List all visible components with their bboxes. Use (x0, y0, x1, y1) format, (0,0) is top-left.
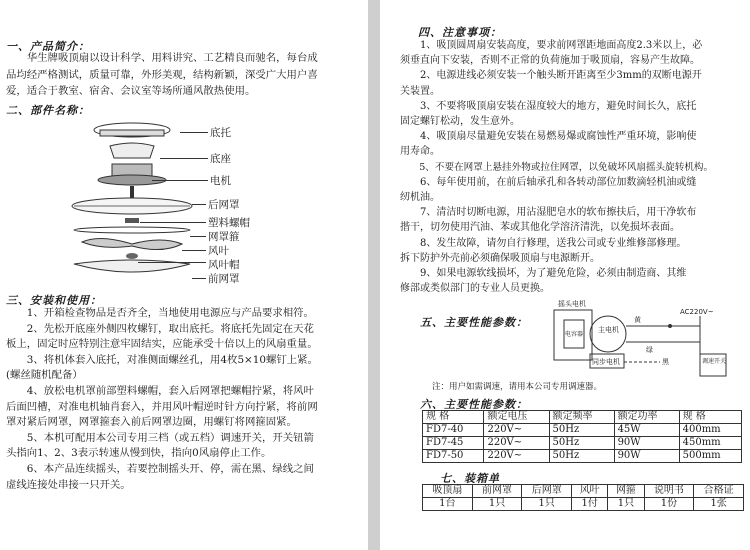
table-cell: 50Hz (549, 437, 614, 450)
text-line: 3、将机体套入底托，对准侧面螺丝孔，用4枚5×10螺钉上紧。 (26, 353, 318, 366)
text-line: 拆下防护外壳前必须确保吸顶扇与电源断开。 (400, 252, 600, 264)
text-line: 后面凹槽，对准电机轴肖套入，并用风叶帽逆时针方向拧紧，将前网 (6, 400, 318, 413)
text-line: 5、不要在网罩上悬挂外物或拉住网罩，以免破坏风扇摇头旋转机构。 (419, 161, 714, 173)
text-line: 5、本机可配用本公司专用三档（或五档）调速开关，开关钮箭 (26, 431, 314, 444)
table-header: 后网罩 (522, 485, 572, 498)
table-header: 合格证 (694, 485, 744, 498)
table-header-row (423, 485, 744, 498)
text-line: 2、电源进线必须安装一个触头断开距离至少3mm的双断电源开 (420, 70, 702, 82)
text-line: 7、清洁时切断电源，用沾湿肥皂水的软布擦扶后，用干净软布 (420, 207, 697, 219)
table-cell: FD7-50 (423, 450, 484, 463)
table-cell: 50Hz (549, 424, 614, 437)
sync-motor-label: 同步电机 (592, 358, 620, 366)
text-line: 关装置。 (400, 85, 440, 97)
leader-line (182, 250, 206, 251)
text-line: 头指向1、2、3表示转速从慢到快，指向0风扇停止工作。 (6, 447, 272, 460)
table-header: 网箍 (608, 485, 644, 498)
section-1-title: 一、产品简介： (6, 40, 90, 53)
table-cell: FD7-45 (423, 437, 484, 450)
table-header: 说明书 (644, 485, 694, 498)
table-header: 额定电压 (484, 411, 549, 424)
leader-line (180, 132, 208, 133)
table-header: 额定频率 (549, 411, 614, 424)
text-line: 虚线连接处串接一只开关。 (6, 478, 131, 491)
part-label: 塑料螺帽 (208, 217, 250, 229)
table-row (423, 450, 742, 463)
table-cell: 1付 (572, 498, 608, 511)
table-cell: 220V~ (484, 437, 549, 450)
section-3-body (6, 306, 362, 493)
table-cell: 1份 (644, 498, 694, 511)
section-2-title: 二、部件名称： (6, 104, 90, 117)
part-label: 风叶帽 (208, 259, 240, 271)
table-cell: 1只 (522, 498, 572, 511)
section-4-body (400, 38, 746, 296)
text-line: 罩对紧后网罩，网罩箍套入前后网罩边圈，用螺钉将网箍固紧。 (6, 416, 297, 429)
leader-line (192, 278, 206, 279)
text-line: 固定螺钉松动，发生意外。 (400, 116, 520, 128)
table-cell: 450mm (679, 437, 741, 450)
part-label: 风叶 (208, 245, 229, 257)
text-line: 华生牌吸顶扇以设计科学、用料讲究、工艺精良而驰名，每台成 (26, 52, 318, 64)
page-gutter (368, 0, 380, 550)
spec-table (422, 410, 742, 463)
leader-line (138, 262, 206, 263)
packing-list-table (422, 484, 744, 511)
table-row (423, 424, 742, 437)
part-label: 电机 (210, 175, 231, 187)
part-label: 底托 (210, 127, 231, 139)
section-5-title: 五、主要性能参数： (420, 316, 528, 329)
text-line: 8、发生故障，请勿自行修理，送我公司或专业维修部修理。 (420, 237, 687, 249)
leader-line (160, 158, 208, 159)
text-line: 用寿命。 (400, 146, 440, 158)
table-row (423, 498, 744, 511)
text-line: 揩干，切勿使用汽油、苯或其他化学溶济清洗，以免损坏表面。 (400, 222, 680, 234)
text-line: 9、如果电源软线损坏，为了避免危险，必须由制造商、其维 (420, 268, 687, 280)
part-label: 网罩箍 (208, 231, 240, 243)
table-header: 额定功率 (614, 411, 679, 424)
part-label: 前网罩 (208, 273, 240, 285)
part-label: 底座 (210, 153, 231, 165)
text-line: 4、放松电机罩前部塑料螺帽，套入后网罩把螺帽拧紧，将风叶 (26, 384, 314, 397)
table-cell: 1只 (472, 498, 522, 511)
leader-line (190, 236, 206, 237)
text-line: 板上，固定时应特别注意牢固结实，应能承受十倍以上的风扇重量。 (6, 338, 318, 351)
table-header-row (423, 411, 742, 424)
table-cell: 1张 (694, 498, 744, 511)
leader-line (152, 180, 208, 181)
table-header: 前网罩 (472, 485, 522, 498)
table-cell: 45W (614, 424, 679, 437)
yellow-wire-label: 黄 (634, 316, 641, 324)
text-line: (螺丝随机配备） (6, 369, 83, 382)
text-line: 4、吸顶扇尽量避免安装在易燃易爆或腐蚀性严重环境，影响使 (420, 131, 697, 143)
table-header: 规 格 (423, 411, 484, 424)
table-cell: 90W (614, 450, 679, 463)
part-label: 后网罩 (208, 199, 240, 211)
green-wire-label: 绿 (646, 346, 653, 354)
section-7-title: 七、装箱单 (440, 472, 500, 485)
text-line: 1、开箱检查物品是否齐全，当地使用电源应与产品要求相符。 (26, 307, 314, 319)
table-cell: 220V~ (484, 424, 549, 437)
table-cell: 1台 (423, 498, 473, 511)
section-3-title: 三、安装和使用： (6, 294, 102, 307)
text-line: 修部或类似部门的专业人员更换。 (400, 283, 550, 295)
voltage-label: AC220V~ (680, 308, 714, 316)
speed-switch-label: 调速开关 (702, 358, 727, 365)
table-cell: 50Hz (549, 450, 614, 463)
table-cell: FD7-40 (423, 424, 484, 437)
leader-line (140, 222, 206, 223)
section-1-body (6, 50, 362, 100)
text-line: 须垂直向下安装，否则不正常的负荷施加于吸顶扇，容易产生故障。 (400, 55, 700, 67)
table-cell: 400mm (679, 424, 741, 437)
table-cell: 1只 (608, 498, 644, 511)
table-header: 风叶 (572, 485, 608, 498)
text-line: 品均经严格测试，质量可靠，外形美观，结构新颖，深受广大用户喜 (6, 68, 318, 81)
table-row (423, 437, 742, 450)
text-line: 纫机油。 (400, 192, 440, 204)
main-motor-label: 主电机 (598, 326, 619, 334)
text-line: 1、吸顶圆周扇安装高度，要求前网罩距地面高度2.3米以上，必 (420, 40, 703, 51)
text-line: 6、每年使用前，在前后轴承孔和各转动部位加数滴轻机油或缝 (420, 176, 697, 188)
shake-motor-label: 摇头电机 (558, 300, 586, 308)
leader-line (192, 204, 206, 205)
capacitor-label: 电容器 (565, 331, 584, 338)
wiring-diagram (550, 296, 740, 388)
table-cell: 220V~ (484, 450, 549, 463)
section-6-title: 六、主要性能参数： (420, 398, 528, 411)
section-4-title: 四、注意事项： (418, 26, 502, 39)
black-wire-label: 黑 (662, 358, 669, 366)
fan-exploded-diagram (70, 118, 220, 278)
table-cell: 90W (614, 437, 679, 450)
text-line: 6、本产品连续摇头，若要控制摇头开、停，需在黑、绿线之间 (26, 462, 314, 475)
text-line: 3、不要将吸顶扇安装在湿度较大的地方，避免时间长久，底托 (420, 100, 697, 112)
left-page (0, 0, 368, 550)
diagram-note: 注：用户如需调速，请用本公司专用调速器。 (432, 382, 603, 392)
text-line: 爱，适合于教室、宿舍、会议室等场所通风散热使用。 (6, 85, 256, 97)
table-header: 吸顶扇 (423, 485, 473, 498)
table-cell: 500mm (679, 450, 741, 463)
right-page (380, 0, 750, 550)
text-line: 2、先松开底座外侧四枚螺钉，取出底托。将底托先固定在天花 (26, 322, 314, 335)
table-header: 规 格 (679, 411, 741, 424)
